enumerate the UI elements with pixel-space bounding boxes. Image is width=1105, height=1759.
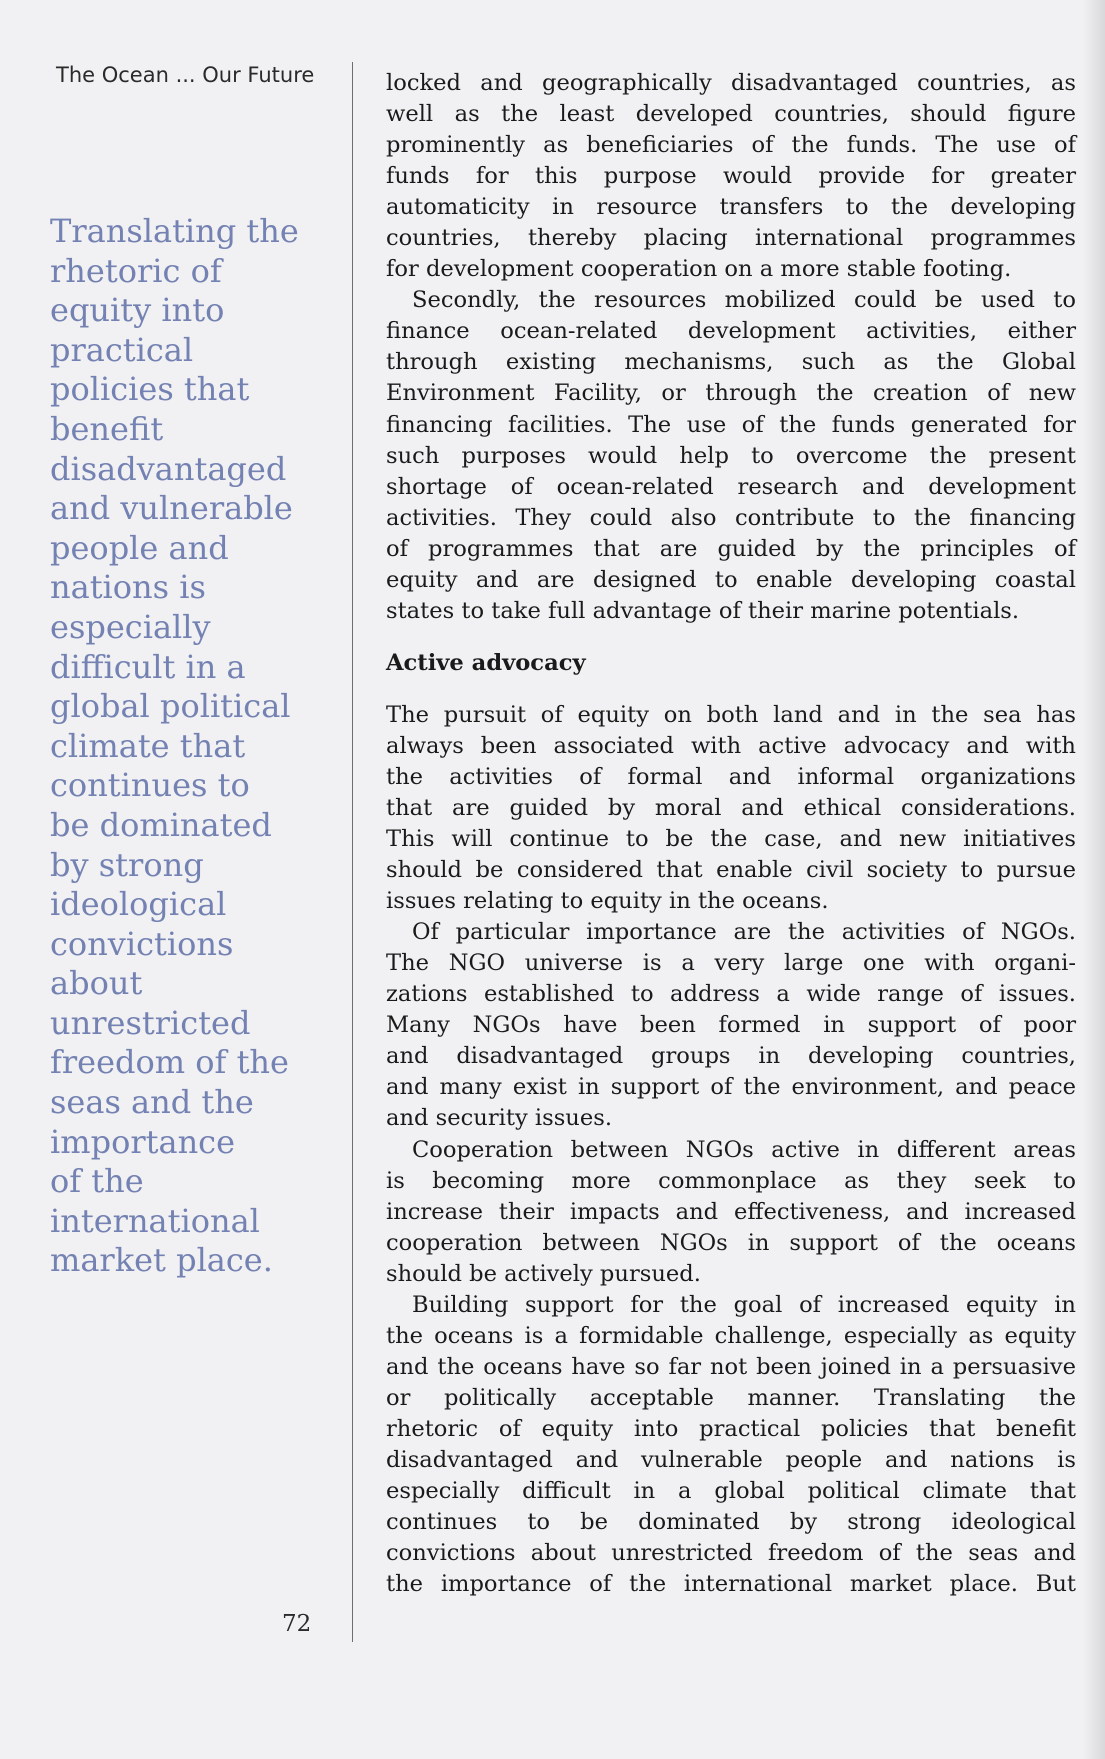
pull-quote-line: convictions — [50, 924, 234, 963]
pull-quote-line: continues to — [50, 766, 250, 805]
text-line: prominently as beneficiaries of the funds. The use of — [386, 132, 1076, 159]
pull-quote-line: of the — [50, 1162, 144, 1201]
pull-quote — [50, 212, 350, 1281]
pull-quote-line: importance — [50, 1122, 236, 1161]
text-line: convictions about unrestricted freedom of the seas and — [386, 1540, 1076, 1567]
pull-quote-line: nations is — [50, 568, 206, 607]
main-text-column — [386, 68, 1076, 1600]
text-line: The pursuit of equity on both land and in the sea has — [386, 701, 1076, 728]
running-head: The Ocean ... Our Future — [56, 63, 315, 87]
paragraph — [386, 285, 1076, 627]
text-line: and security issues. — [386, 1105, 613, 1132]
text-line: especially difficult in a global political climate that — [386, 1478, 1076, 1505]
pull-quote-line: international — [50, 1201, 260, 1240]
text-line: Of particular importance are the activities of NGOs. — [412, 919, 1076, 946]
text-line: Environment Facility, or through the creation of new — [386, 380, 1076, 407]
text-line: locked and geographically disadvantaged countries, as — [386, 70, 1076, 96]
pull-quote-line: rhetoric of — [50, 251, 222, 290]
pull-quote-line: equity into — [50, 291, 225, 330]
section-heading: Active advocacy — [386, 649, 586, 676]
text-line: finance ocean-related development activities, either — [386, 318, 1076, 345]
text-line: equity and are designed to enable developing coastal — [386, 566, 1076, 593]
pull-quote-line: ideological — [50, 885, 227, 924]
pull-quote-line: by strong — [50, 845, 204, 884]
pull-quote-line: benefit — [50, 409, 164, 448]
text-line: the importance of the international market place. But — [386, 1571, 1076, 1598]
paragraph — [386, 917, 1076, 1134]
paragraph — [386, 1290, 1076, 1600]
text-line: the activities of formal and informal organizations — [386, 763, 1076, 790]
pull-quote-line: be dominated — [50, 805, 272, 844]
text-line: Many NGOs have been formed in support of poor — [386, 1012, 1076, 1039]
text-line: automaticity in resource transfers to the developing — [386, 194, 1076, 221]
page-edge-shadow — [1083, 0, 1105, 1759]
text-line: Secondly, the resources mobilized could be used to — [412, 287, 1076, 314]
pull-quote-line: freedom of the — [50, 1043, 289, 1082]
text-line: increase their impacts and effectiveness, and increased — [386, 1198, 1076, 1225]
text-line: such purposes would help to overcome the present — [386, 442, 1076, 469]
text-line: of programmes that are guided by the principles of — [386, 535, 1076, 562]
text-line: disadvantaged and vulnerable people and nations is — [386, 1446, 1076, 1473]
text-line: should be considered that enable civil society to pursue — [386, 857, 1076, 884]
column-divider — [352, 62, 353, 1642]
text-line: or politically acceptable manner. Translating the — [386, 1384, 1076, 1411]
text-line: is becoming more commonplace as they seek to — [386, 1167, 1076, 1194]
text-line: should be actively pursued. — [386, 1260, 701, 1287]
paragraph — [386, 1135, 1076, 1290]
paragraph — [386, 68, 1076, 285]
text-line: Building support for the goal of increased equity in — [412, 1291, 1076, 1318]
text-line: rhetoric of equity into practical policies that benefit — [386, 1415, 1076, 1442]
text-line: issues relating to equity in the oceans. — [386, 888, 829, 915]
pull-quote-line: difficult in a — [50, 647, 246, 686]
text-line: The NGO universe is a very large one with organi- — [386, 950, 1076, 977]
text-line: activities. They could also contribute to the financing — [386, 504, 1076, 531]
text-line: and the oceans have so far not been joined in a persuasive — [386, 1353, 1076, 1380]
pull-quote-line: seas and the — [50, 1083, 254, 1122]
pull-quote-line: people and — [50, 528, 229, 567]
pull-quote-line: market place. — [50, 1241, 273, 1280]
text-line: financing facilities. The use of the funds generated for — [386, 411, 1076, 438]
text-line: This will continue to be the case, and new initiatives — [386, 826, 1076, 853]
text-line: always been associated with active advocacy and with — [386, 732, 1076, 759]
text-line: that are guided by moral and ethical considerations. — [386, 794, 1076, 821]
pull-quote-line: disadvantaged — [50, 449, 287, 488]
text-line: funds for this purpose would provide for greater — [386, 163, 1076, 190]
pull-quote-line: about — [50, 964, 143, 1003]
text-line: the oceans is a formidable challenge, especially as equity — [386, 1322, 1076, 1349]
page-number: 72 — [282, 1611, 312, 1637]
text-line: through existing mechanisms, such as the Global — [386, 349, 1076, 376]
pull-quote-line: policies that — [50, 370, 250, 409]
pull-quote-line: climate that — [50, 726, 246, 765]
pull-quote-line: global political — [50, 687, 291, 726]
text-line: cooperation between NGOs in support of the oceans — [386, 1229, 1076, 1256]
text-line: shortage of ocean-related research and development — [386, 473, 1076, 500]
pull-quote-line: and vulnerable — [50, 489, 293, 528]
text-line: countries, thereby placing international programmes — [386, 225, 1076, 252]
text-line: Cooperation between NGOs active in different areas — [412, 1136, 1076, 1163]
pull-quote-line: unrestricted — [50, 1003, 251, 1042]
text-line: and disadvantaged groups in developing countries, — [386, 1043, 1076, 1070]
paragraph — [386, 700, 1076, 917]
text-line: well as the least developed countries, should figure — [386, 101, 1076, 128]
pull-quote-line: especially — [50, 607, 211, 646]
text-line: zations established to address a wide range of issues. — [386, 981, 1076, 1008]
pull-quote-line: Translating the — [50, 212, 299, 250]
text-line: and many exist in support of the environment, and peace — [386, 1074, 1076, 1101]
pull-quote-line: practical — [50, 330, 194, 369]
text-line: states to take full advantage of their marine potentials. — [386, 597, 1020, 624]
text-line: continues to be dominated by strong ideological — [386, 1509, 1076, 1536]
text-line: for development cooperation on a more stable footing. — [386, 256, 1012, 283]
